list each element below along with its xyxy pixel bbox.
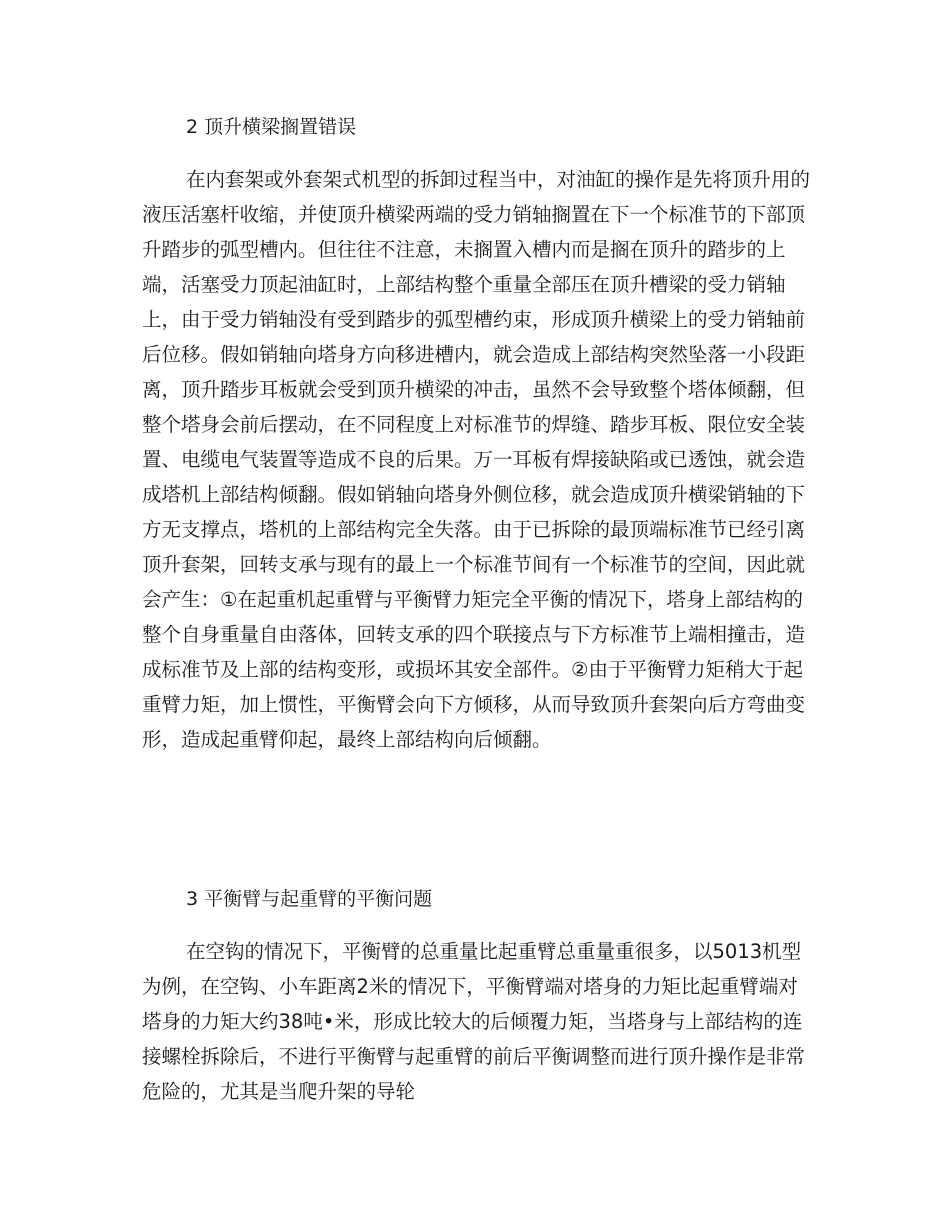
section-3-paragraph: 在空钩的情况下，平衡臂的总重量比起重臂总重量重很多，以5013机型为例，在空钩、小车距离2米的情况下，平衡臂端对塔身的力矩比起重臂端对塔身的力矩大约38吨•米，形成比较大的后倾覆力矩，当塔身与上部结构的连接螺栓拆除后，不进行平衡臂与起重臂的前后平衡调整而进行顶升操作是非常危险的，尤其是当爬升架的导轮 [142,940,806,1103]
section-2-heading: 2 顶升横梁搁置错误 [186,116,357,138]
section-3-heading: 3 平衡臂与起重臂的平衡问题 [186,888,433,910]
section-2-paragraph: 在内套架或外套架式机型的拆卸过程当中，对油缸的操作是先将顶升用的液压活塞杆收缩，并使顶升横梁两端的受力销轴搁置在下一个标准节的下部顶升踏步的弧型槽内。但往往不注意，未搁置入槽内而是搁在顶升的踏步的上端，活塞受力顶起油缸时，上部结构整个重量全部压在顶升槽梁的受力销轴上，由于受力销轴没有受到踏步的弧型槽约束，形成顶升横梁上的受力销轴前后位移。假如销轴向塔身方向移进槽内，就会造成上部结构突然坠落一小段距离，顶升踏步耳板就会受到顶升横梁的冲击，虽然不会导致整个塔体倾翻，但整个塔身会前后摆动，在不同程度上对标准节的焊缝、踏步耳板、限位安全装置、电缆电气装置等造成不良的后果。万一耳板有焊接缺陷或已透蚀，就会造成塔机上部结构倾翻。假如销轴向塔身外侧位移，就会造成顶升横梁销轴的下方无支撑点，塔机的上部结构完全失落。由于已拆除的最顶端标准节已经引离顶升套架，回转支承与现有的最上一个标准节间有一个标准节的空间，因此就会产生：①在起重机起重臂与平衡臂力矩完全平衡的情况下，塔身上部结构的整个自身重量自由落体，回转支承的四个联接点与下方标准节上端相撞击，造成标准节及上部的结构变形，或损坏其安全部件。②由于平衡臂力矩稍大于起重臂力矩，加上惯性，平衡臂会向下方倾移，从而导致顶升套架向后方弯曲变形，造成起重臂仰起，最终上部结构向后倾翻。 [142,168,811,751]
